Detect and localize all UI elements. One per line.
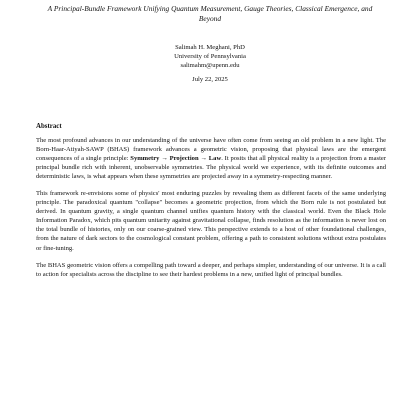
publication-date: July 22, 2025 [192, 76, 228, 83]
abstract-paragraph-3: The BHAS geometric vision offers a compelling path toward a deeper, and perhaps simpler, understanding of our universe. It is a call to action for specialists across the discipline to see their hardest problems in a new, unified light of principal bundles. [36, 261, 386, 278]
abstract-paragraph-2: This framework re-envisions some of physics' most enduring puzzles by revealing them as different facets of the same underlying principle. The paradoxical quantum "collapse" becomes a geometric projection, from which the Born rule is not postulated but derived. In quantum gravity, a single quantum channel unifies quantum history with the classical world. Even the Black Hole Information Paradox, which pits quantum unitarity against gravitational collapse, finds resolution as the information is never lost on the total bundle of histories, only on our coarse-grained view. This perspective extends to a host of other foundational challenges, from the nature of dark sectors to the cosmological constant problem, offering a path to consistent solutions without extra postulates or fine-tuning. [36, 190, 386, 252]
paper-subtitle: A Principal-Bundle Framework Unifying Quantum Measurement, Gauge Theories, Classical Emergence, and Beyond [47, 4, 373, 23]
author-name: Salimah H. Meghani, PhD [175, 44, 245, 51]
abstract-paragraph-1 [36, 136, 386, 181]
abstract-p1-text-end: . It posits that all physical reality is a projection from a master principal bundle rich with inherent, unobservable symmetries. The physical world we experience, with its definite outcomes and deterministic laws, is what appears when these symmetries are projected away in a symmetry-respecting manner. [36, 155, 387, 181]
author-email: salimahm@upenn.edu [180, 62, 240, 69]
author-block [110, 43, 310, 84]
author-affiliation: University of Pennsylvania [174, 53, 246, 60]
abstract-heading: Abstract [36, 123, 62, 130]
abstract-body [36, 136, 386, 287]
abstract-p1-text-start: The most profound advances in our understanding of the universe have often come from seeing an old problem in a new light. The Born-Haar-Atiyah-SAWP (BHAS) framework advances a geometric vision, proposing that physical laws are the emergent consequences of a single principle: [36, 137, 386, 163]
principle-emphasis: Symmetry → Projection → Law [130, 155, 222, 163]
